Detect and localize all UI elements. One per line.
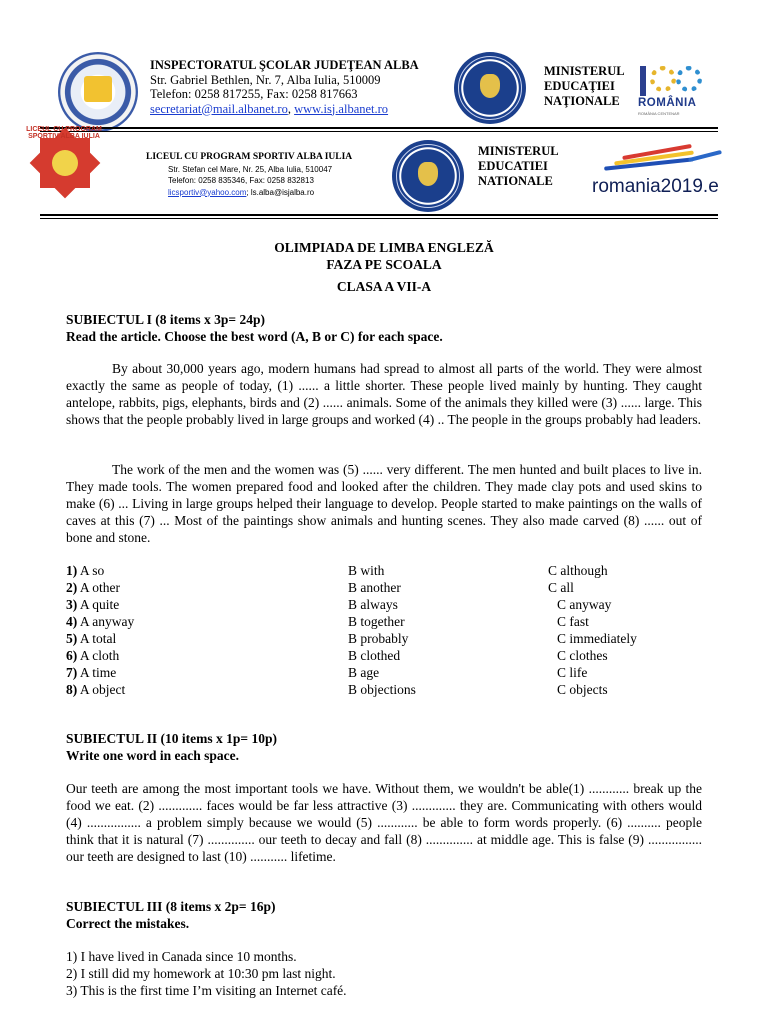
option-row: 3) A quite B always C anyway [66, 597, 612, 612]
subject3-item: 1) I have lived in Canada since 10 months. [66, 949, 297, 964]
option-row: 2) A other B another C all [66, 580, 574, 595]
government-seal [454, 52, 526, 124]
header-divider-2 [40, 214, 718, 219]
school-contact: licsportiv@yahoo.com; ls.alba@isjalba.ro [168, 187, 315, 197]
isj-address: Str. Gabriel Bethlen, Nr. 7, Alba Iulia, 510009 [150, 72, 381, 87]
isj-header-text [150, 58, 419, 116]
school-name: LICEUL CU PROGRAM SPORTIV ALBA IULIA [146, 152, 353, 162]
isj-email-link[interactable]: secretariat@mail.albanet.ro [150, 101, 288, 116]
olympiad-title: OLIMPIADA DE LIMBA ENGLEZĂ [274, 240, 494, 255]
subject3-heading: SUBIECTUL III (8 items x 2p= 16p) [66, 899, 276, 914]
subject1-paragraph-1: By about 30,000 years ago, modern humans had spread to almost all parts of the world. They were almost exactly the same as people of today, (1) ...... a little shorter. These people lived mainly by hunting. They caught antelope, rabbits, pigs, elephants, birds and (2) ...... animals. Some of the animals they killed were (3) ...... large. This shows that the people probably lived in large groups and worked (4) .. The people in the groups probably had leaders. [66, 361, 702, 427]
ministry-label-bottom: MINISTERUL EDUCATIEI NATIONALE [478, 144, 559, 188]
school-phone: Telefon: 0258 835346, Fax: 0258 832813 [168, 176, 314, 185]
isj-website-link[interactable]: www.isj.albanet.ro [294, 101, 389, 116]
subject1-paragraph-2: The work of the men and the women was (5) ...... very different. The men hunted and built places to live in. They made tools. The women prepared food and looked after the children. They made clay pots and used skins to make (6) ... Living in large groups helped their language to develop. People started to make paintings on the walls of caves at this (7) ... Most of the paintings show animals and hunting scenes. They also made carved (8) ...... out of bone and stone. [66, 462, 702, 545]
option-row: 6) A cloth B clothed C clothes [66, 648, 608, 663]
class-title: CLASA A VII-A [336, 279, 432, 294]
subject2-paragraph: Our teeth are among the most important tools we have. Without them, we wouldn't be able(1) ............ break up the food we eat. (2) ............. faces would be far less attractive (3) ............. they are. Communicating with others would (4) ................ a problem simply because we would (5) ............ be able to form words properly. (6) .......... people think that it is natural (7) .............. our teeth to decay and fall (8) .............. at middle age. This is false (9) ................ our teeth are designed to last (10) ........... lifetime. [66, 781, 702, 864]
subject2-heading: SUBIECTUL II (10 items x 1p= 10p) [66, 731, 277, 746]
subject2-instruction: Write one word in each space. [66, 748, 239, 763]
subject3-instruction: Correct the mistakes. [66, 916, 190, 931]
school-email-link[interactable]: licsportiv@yahoo.com [168, 187, 247, 197]
option-row: 7) A time B age C life [66, 665, 588, 680]
ministry-label-top: MINISTERUL EDUCAŢIEI NAŢIONALE [544, 64, 625, 108]
isj-alba-logo [58, 52, 138, 132]
school-address: Str. Stefan cel Mare, Nr. 25, Alba Iulia, 510047 [168, 164, 333, 174]
option-row: 4) A anyway B together C fast [66, 614, 589, 629]
option-row: 8) A object B objections C objects [66, 682, 608, 697]
phase-title: FAZA PE SCOALA [326, 257, 442, 272]
school-logo: LICEUL CU PROGRAM SPORTIV ALBA IULIA [10, 128, 120, 200]
school-header-text [146, 152, 352, 198]
option-row: 5) A total B probably C immediately [66, 631, 637, 646]
romania-centenary-logo: ROMÂNIA ROMÂNIA CENTENAR [638, 64, 708, 114]
subject1-instruction: Read the article. Choose the best word (A, B or C) for each space. [66, 329, 443, 344]
romania2019-logo: romania2019.e [592, 144, 732, 204]
option-row: 1) A so B with C although [66, 563, 608, 578]
subject1-heading: SUBIECTUL I (8 items x 3p= 24p) [66, 312, 265, 327]
isj-name: INSPECTORATUL ŞCOLAR JUDEŢEAN ALBA [150, 58, 419, 72]
government-seal-2 [392, 140, 464, 212]
header-divider-1 [40, 127, 718, 132]
isj-phone: Telefon: 0258 817255, Fax: 0258 817663 [150, 87, 358, 101]
subject3-item: 2) I still did my homework at 10:30 pm last night. [66, 966, 336, 981]
subject3-item: 3) This is the first time I’m visiting an Internet café. [66, 983, 347, 998]
isj-contact-links: secretariat@mail.albanet.ro, www.isj.albanet.ro [150, 101, 389, 116]
